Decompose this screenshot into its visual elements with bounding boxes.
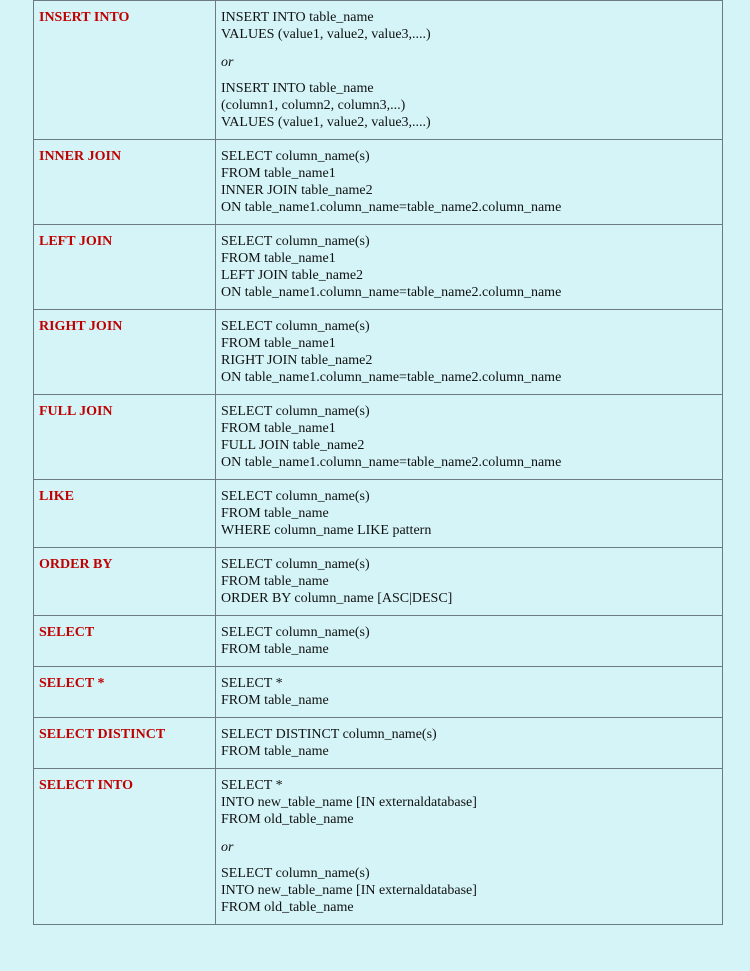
syntax-line: SELECT column_name(s)	[221, 404, 370, 419]
syntax-separator: or	[221, 840, 234, 855]
syntax-line: VALUES (value1, value2, value3,....)	[221, 27, 431, 42]
syntax-line: SELECT column_name(s)	[221, 866, 370, 881]
syntax-line: VALUES (value1, value2, value3,....)	[221, 115, 431, 130]
table-row	[34, 225, 723, 310]
syntax-line: ORDER BY column_name [ASC|DESC]	[221, 591, 453, 606]
sql-syntax	[216, 667, 723, 718]
sql-keyword: SELECT *	[34, 667, 216, 718]
sql-syntax	[216, 480, 723, 548]
table-row	[34, 667, 723, 718]
sql-syntax	[216, 395, 723, 480]
syntax-line: WHERE column_name LIKE pattern	[221, 523, 432, 538]
syntax-line: SELECT column_name(s)	[221, 149, 370, 164]
sql-keyword: LEFT JOIN	[34, 225, 216, 310]
sql-keyword: SELECT DISTINCT	[34, 718, 216, 769]
table-row	[34, 616, 723, 667]
syntax-line: INNER JOIN table_name2	[221, 183, 373, 198]
sql-reference-table	[33, 0, 723, 925]
table-row	[34, 140, 723, 225]
syntax-line: INSERT INTO table_name	[221, 81, 374, 96]
syntax-line: SELECT column_name(s)	[221, 557, 370, 572]
sql-keyword: LIKE	[34, 480, 216, 548]
sql-syntax	[216, 718, 723, 769]
syntax-separator: or	[221, 55, 234, 70]
syntax-line: SELECT *	[221, 676, 283, 691]
syntax-line: FROM table_name	[221, 506, 329, 521]
syntax-line: SELECT column_name(s)	[221, 625, 370, 640]
syntax-line: ON table_name1.column_name=table_name2.column_name	[221, 200, 562, 215]
syntax-line: FROM table_name	[221, 744, 329, 759]
syntax-line: FROM old_table_name	[221, 812, 354, 827]
sql-keyword: INSERT INTO	[34, 1, 216, 140]
syntax-line: RIGHT JOIN table_name2	[221, 353, 373, 368]
syntax-line: INTO new_table_name [IN externaldatabase]	[221, 795, 477, 810]
syntax-line: SELECT *	[221, 778, 283, 793]
sql-keyword: RIGHT JOIN	[34, 310, 216, 395]
sql-syntax	[216, 548, 723, 616]
syntax-line: FROM table_name1	[221, 421, 336, 436]
table-row	[34, 1, 723, 140]
table-row	[34, 480, 723, 548]
syntax-line: ON table_name1.column_name=table_name2.column_name	[221, 455, 562, 470]
syntax-line: FROM table_name1	[221, 336, 336, 351]
sql-keyword: FULL JOIN	[34, 395, 216, 480]
table-row	[34, 769, 723, 925]
syntax-line: FROM old_table_name	[221, 900, 354, 915]
syntax-line: SELECT column_name(s)	[221, 319, 370, 334]
table-row	[34, 395, 723, 480]
sql-syntax	[216, 140, 723, 225]
syntax-line: SELECT DISTINCT column_name(s)	[221, 727, 437, 742]
sql-table-body	[34, 1, 723, 925]
syntax-line: FROM table_name	[221, 574, 329, 589]
syntax-line: INTO new_table_name [IN externaldatabase]	[221, 883, 477, 898]
syntax-line: ON table_name1.column_name=table_name2.column_name	[221, 370, 562, 385]
sql-syntax	[216, 1, 723, 140]
syntax-line: SELECT column_name(s)	[221, 489, 370, 504]
table-row	[34, 310, 723, 395]
sql-keyword: ORDER BY	[34, 548, 216, 616]
syntax-line: INSERT INTO table_name	[221, 10, 374, 25]
table-row	[34, 548, 723, 616]
sql-keyword: SELECT	[34, 616, 216, 667]
syntax-line: ON table_name1.column_name=table_name2.column_name	[221, 285, 562, 300]
syntax-line: FROM table_name	[221, 693, 329, 708]
syntax-line: SELECT column_name(s)	[221, 234, 370, 249]
sql-keyword: INNER JOIN	[34, 140, 216, 225]
sql-syntax	[216, 310, 723, 395]
sql-syntax	[216, 769, 723, 925]
syntax-line: FROM table_name1	[221, 251, 336, 266]
syntax-line: (column1, column2, column3,...)	[221, 98, 406, 113]
sql-syntax	[216, 616, 723, 667]
table-row	[34, 718, 723, 769]
sql-keyword: SELECT INTO	[34, 769, 216, 925]
syntax-line: LEFT JOIN table_name2	[221, 268, 364, 283]
sql-syntax	[216, 225, 723, 310]
syntax-line: FULL JOIN table_name2	[221, 438, 365, 453]
syntax-line: FROM table_name1	[221, 166, 336, 181]
syntax-line: FROM table_name	[221, 642, 329, 657]
